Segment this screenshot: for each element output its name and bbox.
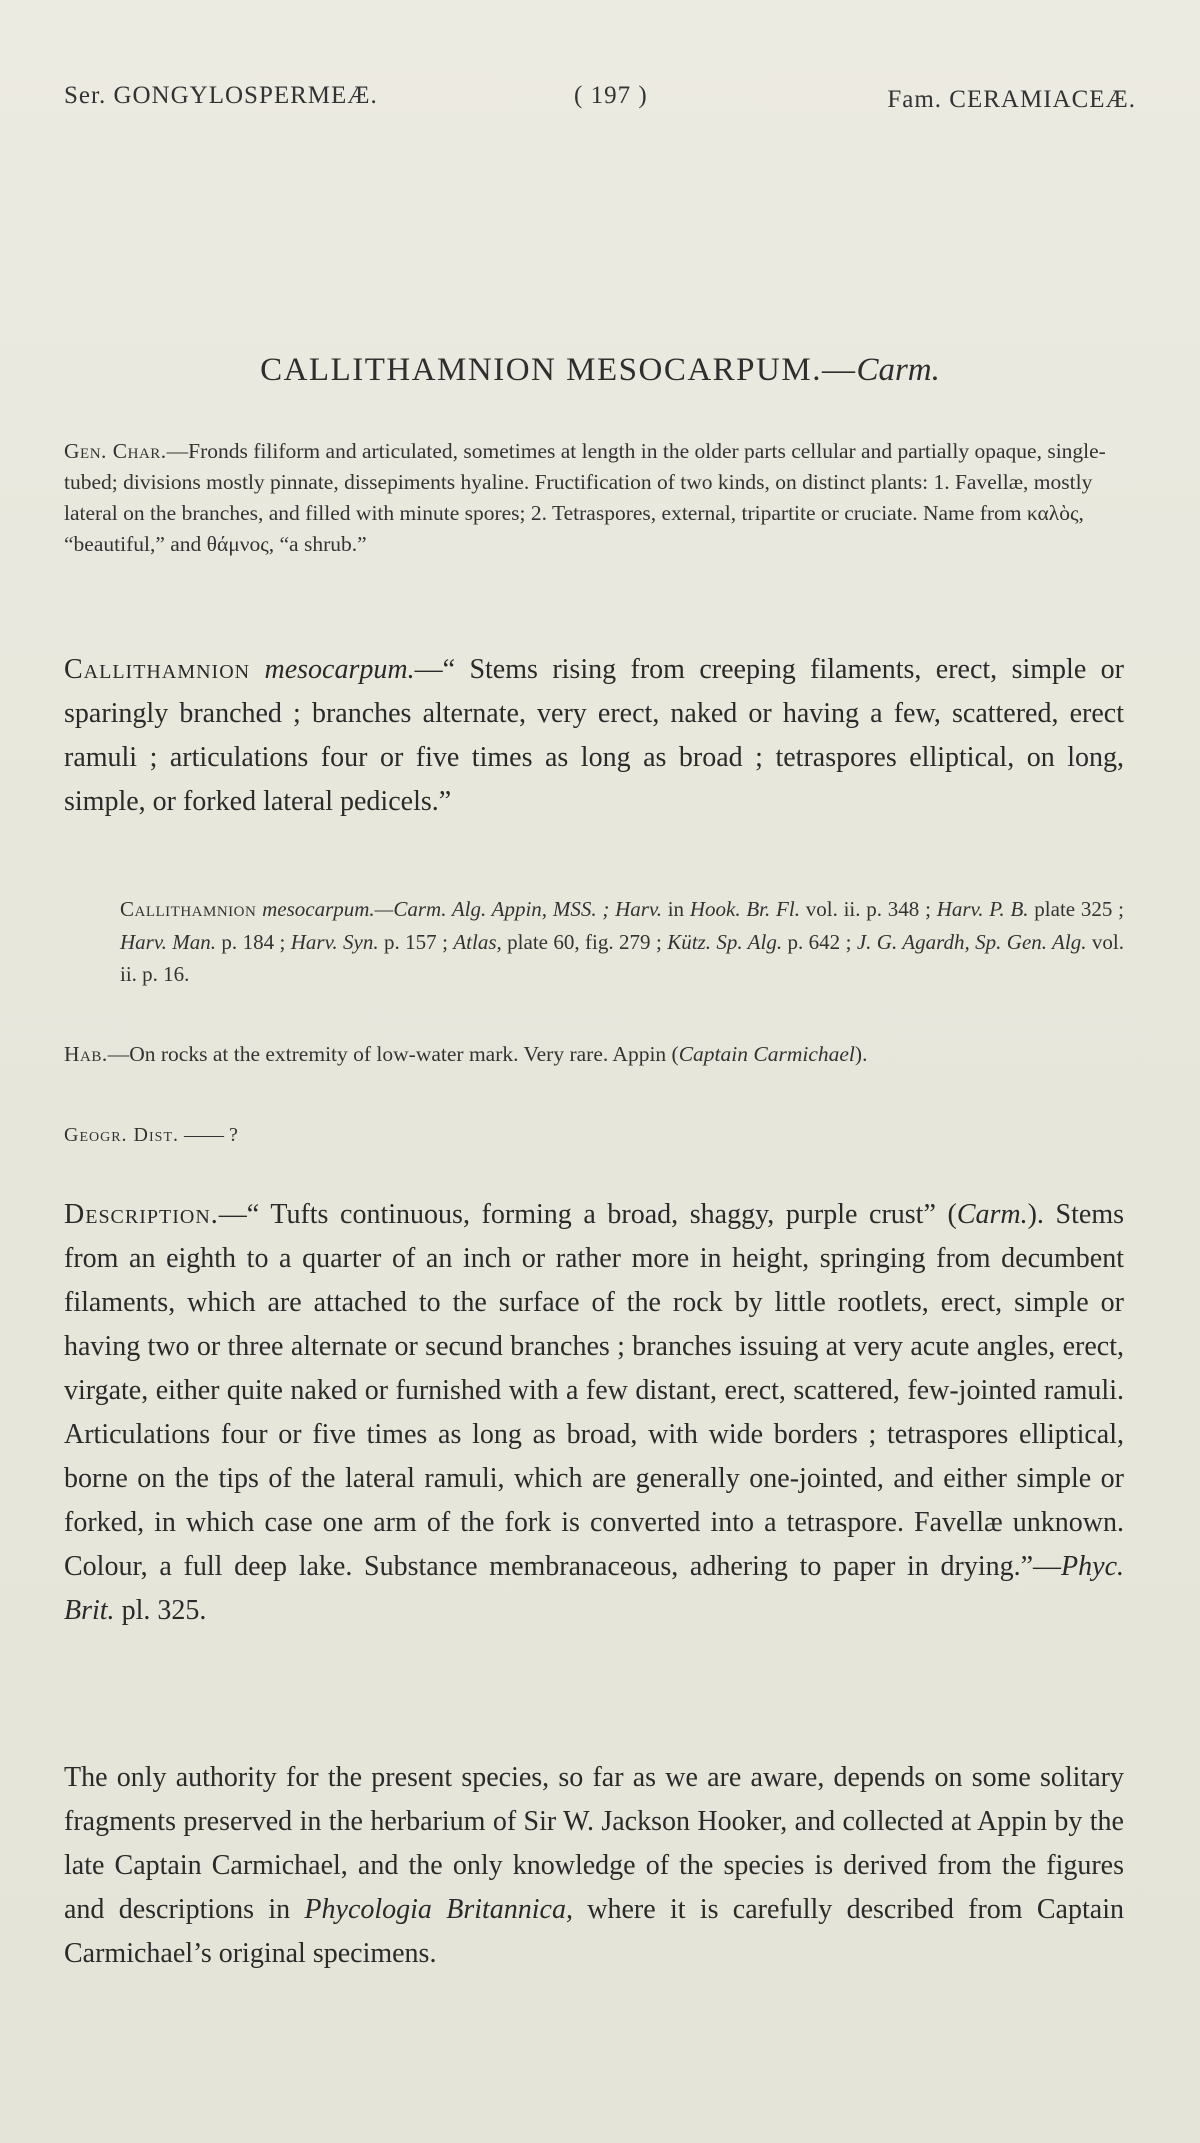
- synonymy-ref-part: in: [661, 897, 690, 921]
- description-label: Description.: [64, 1199, 219, 1230]
- species-genus: Callithamnion: [64, 654, 251, 685]
- synonymy-references: [120, 897, 1124, 986]
- description-citation-2: Phyc. Brit.: [64, 1551, 1124, 1626]
- gen-char-dash: —: [166, 439, 189, 463]
- closing-text-1: The only authority for the present species, so far as we are aware, depends on some solitary fragments preserved in the herbarium of Sir W. Jackson Hooker, and collected at Appin by the late Captain Carmichael, and the only knowledge of the species is derived from the figures and descriptions in: [64, 1762, 1124, 1925]
- synonymy-ref-part: J. G. Agardh, Sp. Gen. Alg.: [856, 929, 1087, 954]
- species-char-text: —“ Stems rising from creeping filaments, erect, simple or sparingly branched ; branches alternate, very erect, naked or having a few, scattered, erect ramuli ; articulations four or five times as long as broad ; tetraspores elliptical, on long, simple, or forked lateral pedicels.”: [64, 654, 1124, 817]
- description-text-3: pl. 325.: [114, 1595, 207, 1626]
- synonymy: [120, 893, 1124, 991]
- synonymy-ref-part: plate 325 ;: [1028, 897, 1124, 921]
- geogr-value: —— ?: [184, 1124, 238, 1146]
- synonymy-ref-part: Atlas,: [453, 929, 502, 954]
- synonymy-ref-part: Harv. Man.: [120, 929, 217, 954]
- description: [64, 1193, 1124, 1633]
- synonymy-genus: Callithamnion: [120, 897, 257, 921]
- running-head-family: Fam. CERAMIACEÆ.: [887, 86, 1136, 113]
- synonymy-ref-part: p. 157 ;: [378, 929, 454, 954]
- gen-char-text: Fronds filiform and articulated, sometimes at length in the older parts cellular and partially opaque, single-tubed; divisions mostly pinnate, dissepiments hyaline. Fructification of two kinds, on distinct plants: 1. Favellæ, mostly lateral on the branches, and filled with minute spores; 2. Tetraspores, external, tripartite or cruciate. Name from καλὸς, “beautiful,” and θάμνος, “a shrub.”: [64, 439, 1106, 556]
- description-citation-1: Carm.: [956, 1199, 1028, 1230]
- synonymy-ref-part: Kütz. Sp. Alg.: [667, 929, 783, 954]
- habitat-end: ).: [854, 1042, 868, 1066]
- synonymy-ref-part: Harv. P. B.: [936, 897, 1029, 921]
- habitat-text: —On rocks at the extremity of low-water mark. Very rare. Appin (: [107, 1042, 679, 1066]
- page-number: ( 197 ): [574, 82, 648, 109]
- closing-book-title: Phycologia Britannica,: [304, 1894, 573, 1925]
- synonymy-ref-part: plate 60, fig. 279 ;: [501, 929, 668, 954]
- habitat: [64, 1038, 1124, 1071]
- species-title: CALLITHAMNION MESOCARPUM.—: [260, 352, 857, 388]
- geogr-label: Geogr. Dist.: [64, 1124, 179, 1146]
- synonymy-ref-part: vol. ii. p. 348 ;: [799, 897, 937, 921]
- habitat-label: Hab.: [64, 1042, 108, 1066]
- habitat-collector: Captain Carmichael: [678, 1042, 855, 1066]
- title-authority: Carm.: [856, 352, 940, 388]
- synonymy-ref-part: p. 642 ;: [782, 929, 857, 954]
- generic-character: [64, 436, 1124, 560]
- running-head-series: Ser. GONGYLOSPERMEÆ.: [64, 82, 378, 109]
- synonymy-ref-part: mesocarpum.—Carm. Alg. Appin, MSS. ; Harv.: [262, 897, 662, 921]
- page-title: [0, 352, 1200, 389]
- closing-remarks: [64, 1756, 1124, 1976]
- running-head: [64, 82, 1136, 122]
- description-text-2: ). Stems from an eighth to a quarter of an inch or rather more in height, springing from decumbent filaments, which are attached to the surface of the rock by little rootlets, erect, simple or having two or three alternate or secund branches ; branches issuing at very acute angles, erect, virgate, either quite naked or furnished with a few distant, erect, scattered, few-jointed ramuli. Articulations four or five times as long as broad, with wide borders ; tetraspores elliptical, borne on the tips of the lateral ramuli, which are generally one-jointed, and either simple or forked, in which case one arm of the fork is converted into a tetraspore. Favellæ unknown. Colour, a full deep lake. Substance membranaceous, adhering to paper in drying.”—: [64, 1199, 1124, 1582]
- synonymy-ref-part: Harv. Syn.: [290, 929, 379, 954]
- geographic-distribution: [64, 1124, 1124, 1147]
- synonymy-ref-part: Hook. Br. Fl.: [689, 897, 800, 921]
- species-epithet: mesocarpum.: [264, 654, 415, 685]
- synonymy-ref-part: p. 184 ;: [216, 929, 291, 954]
- gen-char-label: Gen. Char.: [64, 439, 167, 463]
- description-text-1: —“ Tufts continuous, forming a broad, shaggy, purple crust” (: [218, 1199, 957, 1230]
- synonymy-ref-part: vol. ii. p. 16.: [120, 929, 1124, 986]
- closing-text-2: where it is carefully described from Captain Carmichael’s original specimens.: [64, 1894, 1124, 1969]
- species-character: [64, 648, 1124, 824]
